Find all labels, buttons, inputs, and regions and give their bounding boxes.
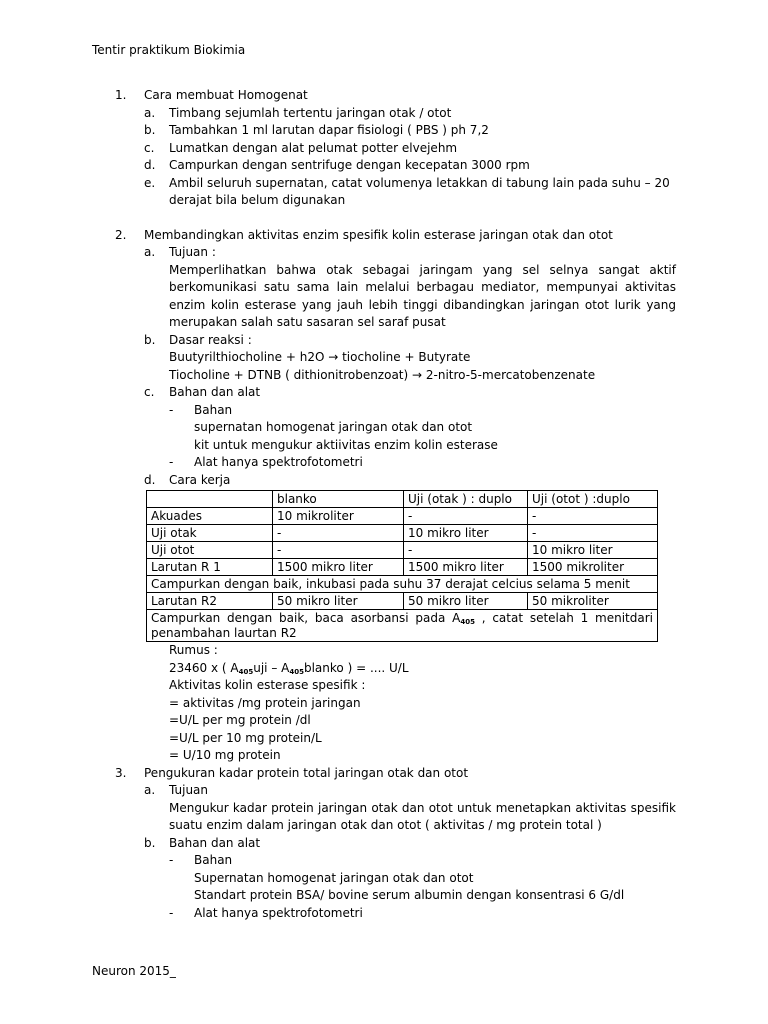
table-note-row: Campurkan dengan baik, inkubasi pada suhu 37 derajat celcius selama 5 menit	[147, 576, 658, 593]
list-item: - Alat hanya spektrofotometri	[169, 905, 363, 920]
section-2	[92, 227, 676, 765]
table-note-row: Campurkan dengan baik, baca asorbansi pada $A_{405}$ , catat setelah 1 menitdari penambahan laurtan R2	[147, 610, 658, 642]
spesifik-title: Aktivitas kolin esterase spesifik :	[169, 678, 366, 692]
table-row: Uji otot - - 10 mikro liter	[147, 542, 658, 559]
subsection-dasar-reaksi: b. Dasar reaksi : Buutyrilthiocholine + h2O → tiocholine + Butyrate Tiocholine + DTNB ( dithionitrobenzoat) → 2-nitro-5-mercatobenzenate	[144, 332, 676, 385]
list-item: - Bahan supernatan homogenat jaringan otak dan otot kit untuk mengukur aktiivitas enzim kolin esterase	[169, 402, 498, 452]
section-number: 2.	[115, 227, 127, 242]
reaction-2: Tiocholine + DTNB ( dithionitrobenzoat) → 2-nitro-5-mercatobenzenate	[169, 367, 596, 382]
rumus-title: Rumus :	[169, 643, 218, 657]
procedure-table	[146, 490, 658, 642]
table-row: Uji otak - 10 mikro liter -	[147, 525, 658, 542]
page-header: Tentir praktikum Biokimia	[92, 43, 246, 57]
subsection-tujuan: a. Tujuan Mengukur kadar protein jaringan otak dan otot untuk menetapkan aktivitas spesifik suatu enzim dalam jaringan otak dan otot ( aktivitas / mg protein total )	[144, 783, 676, 832]
list-item: d. Campurkan dengan sentrifuge dengan kecepatan 3000 rpm	[144, 158, 530, 172]
section-1	[92, 87, 676, 210]
rumus-block: Rumus : 23460 x ( $A_{405}uji$ – $A_{405}blanko$ ) = .... U/L Aktivitas kolin esterase spesifik : = aktivitas /mg protein jaringan =U/L per mg protein /dl =U/L per 10 mg protein/L = U/10 mg protein	[144, 642, 676, 765]
list-item: b. Tambahkan 1 ml larutan dapar fisiologi ( PBS ) ph 7,2	[144, 123, 489, 137]
rumus-formula: 23460 x ( $A_{405}uji$ – $A_{405}blanko$ ) = .... U/L	[169, 660, 409, 676]
section-title: Cara membuat Homogenat	[144, 88, 308, 102]
subsection-bahan-alat: b. Bahan dan alat - Bahan Supernatan homogenat jaringan otak dan otot Standart protein BSA/ bovine serum albumin dengan konsentrasi 6 G/dl - Alat hanya spektrofotometri	[144, 835, 676, 923]
reaction-1: Buutyrilthiocholine + h2O → tiocholine + Butyrate	[169, 350, 471, 364]
table-row: Akuades 10 mikroliter - -	[147, 508, 658, 525]
section-3	[92, 765, 676, 923]
table-row: Larutan R2 50 mikro liter 50 mikro liter 50 mikroliter	[147, 593, 658, 610]
section-number: 3.	[115, 765, 127, 780]
list-item: e. Ambil seluruh supernatan, catat volumenya letakkan di tabung lain pada suhu – 20 derajat bila belum digunakan	[144, 175, 670, 207]
list-item: - Alat hanya spektrofotometri	[169, 455, 363, 469]
page-footer: Neuron 2015_	[92, 964, 176, 978]
section-number: 1.	[115, 88, 127, 102]
list-item: - Bahan Supernatan homogenat jaringan otak dan otot Standart protein BSA/ bovine serum albumin dengan konsentrasi 6 G/dl	[169, 853, 625, 902]
section-title: Pengukuran kadar protein total jaringan otak dan otot	[144, 765, 469, 780]
section-title: Membandingkan aktivitas enzim spesifik kolin esterase jaringan otak dan otot	[144, 227, 613, 242]
subsection-tujuan: a. Tujuan : Memperlihatkan bahwa otak sebagai jaringam yang sel selnya sangat aktif berkomunikasi satu sama lain melalui berbagau mediator, mempunyai aktivitas enzim kolin esterase yang jauh lebih tinggi dibandingkan jaringan otot lurik yang merupakan salah satu sasaran sel saraf pusat	[144, 244, 676, 332]
tujuan-text: Memperlihatkan bahwa otak sebagai jaringam yang sel selnya sangat aktif berkomunikasi satu sama lain melalui berbagau mediator, mempunyai aktivitas enzim kolin esterase yang jauh lebih tinggi dibandingkan jaringan otot lurik yang merupakan salah satu sasaran sel saraf pusat	[169, 262, 676, 329]
list-item: c. Lumatkan dengan alat pelumat potter elvejehm	[144, 140, 458, 155]
table-header-row: blanko Uji (otak ) : duplo Uji (otot ) :duplo	[147, 491, 658, 508]
subsection-cara-kerja: d. Cara kerja	[144, 472, 231, 487]
table-row: Larutan R 1 1500 mikro liter 1500 mikro liter 1500 mikroliter	[147, 559, 658, 576]
list-item: a. Timbang sejumlah tertentu jaringan otak / otot	[144, 105, 452, 120]
subsection-bahan-alat: c. Bahan dan alat - Bahan supernatan homogenat jaringan otak dan otot kit untuk mengukur aktiivitas enzim kolin esterase - Alat hanya spektrofotometri	[144, 384, 676, 472]
document-body	[92, 87, 676, 922]
